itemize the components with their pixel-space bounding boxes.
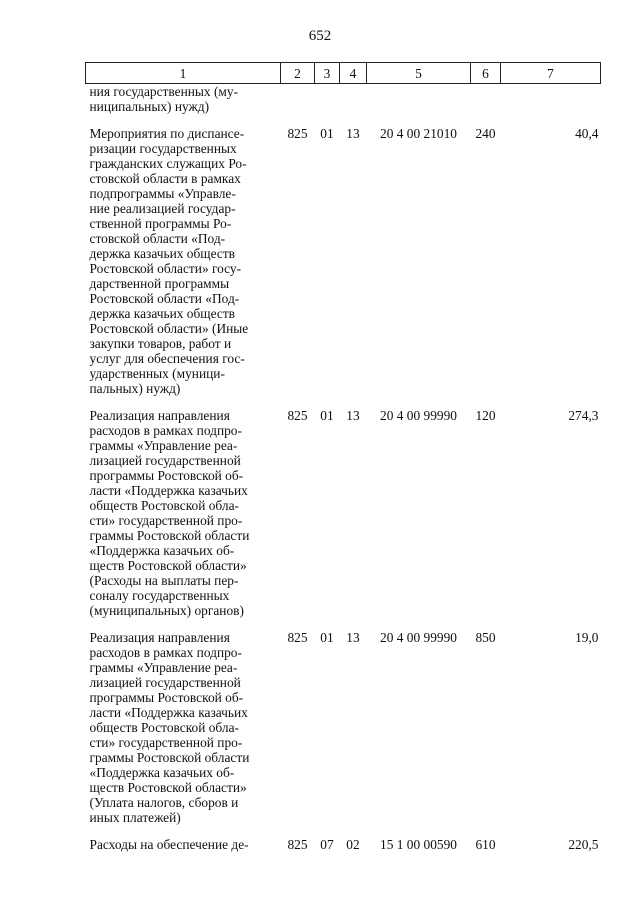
description-line: услуг для обеспечения гос- — [89, 351, 245, 366]
description-line: иных платежей) — [89, 810, 181, 825]
table-header — [86, 63, 601, 84]
header-col-5: 5 — [367, 63, 471, 84]
description-line: соналу государственных — [89, 588, 230, 603]
description-line: ниципальных) нужд) — [89, 99, 210, 114]
row-subsection-code: 02 — [346, 837, 360, 852]
row-amount: 220,5 — [568, 837, 599, 852]
row-target-article: 20 4 00 99990 — [380, 408, 457, 423]
description-line: расходов в рамках подпро- — [89, 645, 242, 660]
header-col-6: 6 — [471, 63, 501, 84]
row-amount: 274,3 — [568, 408, 599, 423]
row-section-code: 07 — [320, 837, 334, 852]
description-line: ние реализацией государ- — [89, 201, 236, 216]
row-subsection-code — [340, 84, 367, 125]
description-line: граммы Ростовской области — [89, 528, 250, 543]
row-target-article: 20 4 00 21010 — [380, 126, 457, 141]
row-section-code: 01 — [320, 408, 334, 423]
row-ministry-code: 825 — [287, 408, 308, 423]
description-line: граммы «Управление реа- — [89, 438, 238, 453]
description-line: граммы «Управление реа- — [89, 660, 238, 675]
row-target-article: 15 1 00 00590 — [380, 837, 457, 852]
description-line: Ростовской области» госу- — [89, 261, 242, 276]
header-col-3: 3 — [315, 63, 340, 84]
table-row — [86, 628, 601, 835]
description-line: ризации государственных — [89, 141, 237, 156]
header-col-7: 7 — [501, 63, 601, 84]
row-amount: 40,4 — [575, 126, 599, 141]
row-target-article: 20 4 00 99990 — [380, 630, 457, 645]
row-subsection-code: 13 — [346, 126, 360, 141]
row-amount: 19,0 — [575, 630, 599, 645]
table-row — [86, 124, 601, 406]
description-line: обществ Ростовской обла- — [89, 720, 239, 735]
description-line: ния государственных (му- — [89, 84, 239, 99]
row-ministry-code: 825 — [287, 126, 308, 141]
description-line: лизацией государственной — [89, 453, 241, 468]
description-line: сти» государственной про- — [89, 513, 243, 528]
description-line: закупки товаров, работ и — [89, 336, 232, 351]
description-line: стовской области «Под- — [89, 231, 226, 246]
row-ministry-code: 825 — [287, 837, 308, 852]
row-subsection-code: 13 — [346, 408, 360, 423]
description-line: пальных) нужд) — [89, 381, 181, 396]
description-line: «Поддержка казачьих об- — [89, 543, 235, 558]
description-line: Реализация направления — [89, 630, 230, 645]
table-row — [86, 84, 601, 125]
row-expense-type: 850 — [475, 630, 496, 645]
header-col-2: 2 — [281, 63, 315, 84]
row-amount — [501, 84, 601, 125]
description-line: программы Ростовской об- — [89, 468, 244, 483]
description-line: (Уплата налогов, сборов и — [89, 795, 239, 810]
description-line: ществ Ростовской области» — [89, 780, 247, 795]
row-ministry-code — [281, 84, 315, 125]
description-line: расходов в рамках подпро- — [89, 423, 242, 438]
row-ministry-code: 825 — [287, 630, 308, 645]
row-description — [86, 84, 281, 125]
row-description — [86, 406, 281, 628]
description-line: граммы Ростовской области — [89, 750, 250, 765]
row-description — [86, 835, 281, 862]
header-col-4: 4 — [340, 63, 367, 84]
description-line: стовской области в рамках — [89, 171, 241, 186]
table-row — [86, 406, 601, 628]
header-col-1: 1 — [86, 63, 281, 84]
row-expense-type: 120 — [475, 408, 496, 423]
page-number: 652 — [308, 28, 332, 44]
row-target-article — [367, 84, 471, 125]
row-expense-type: 610 — [475, 837, 496, 852]
description-line: ласти «Поддержка казачьих — [89, 483, 248, 498]
description-line: ственной программы Ро- — [89, 216, 232, 231]
description-line: (Расходы на выплаты пер- — [89, 573, 239, 588]
table-row — [86, 835, 601, 862]
row-expense-type — [471, 84, 501, 125]
description-line: «Поддержка казачьих об- — [89, 765, 235, 780]
row-expense-type: 240 — [475, 126, 496, 141]
description-line: лизацией государственной — [89, 675, 241, 690]
description-line: обществ Ростовской обла- — [89, 498, 239, 513]
description-line: держка казачьих обществ — [89, 246, 236, 261]
budget-table — [85, 62, 601, 862]
description-line: Ростовской области «Под- — [89, 291, 240, 306]
row-description — [86, 628, 281, 835]
description-line: (муниципальных) органов) — [89, 603, 244, 618]
description-line: ществ Ростовской области» — [89, 558, 247, 573]
description-line: дарственной программы — [89, 276, 230, 291]
description-line: сти» государственной про- — [89, 735, 243, 750]
table-body — [86, 84, 601, 863]
description-line: ласти «Поддержка казачьих — [89, 705, 248, 720]
description-line: Ростовской области» (Иные — [89, 321, 249, 336]
row-section-code: 01 — [320, 630, 334, 645]
description-line: программы Ростовской об- — [89, 690, 244, 705]
description-line: подпрограммы «Управле- — [89, 186, 236, 201]
description-line: Реализация направления — [89, 408, 230, 423]
description-line: держка казачьих обществ — [89, 306, 236, 321]
description-line: ударственных (муници- — [89, 366, 225, 381]
row-subsection-code: 13 — [346, 630, 360, 645]
description-line: Мероприятия по диспансе- — [89, 126, 245, 141]
description-line: Расходы на обеспечение де- — [89, 837, 249, 852]
row-description — [86, 124, 281, 406]
row-section-code — [315, 84, 340, 125]
header-row — [86, 63, 601, 84]
row-section-code: 01 — [320, 126, 334, 141]
description-line: гражданских служащих Ро- — [89, 156, 247, 171]
